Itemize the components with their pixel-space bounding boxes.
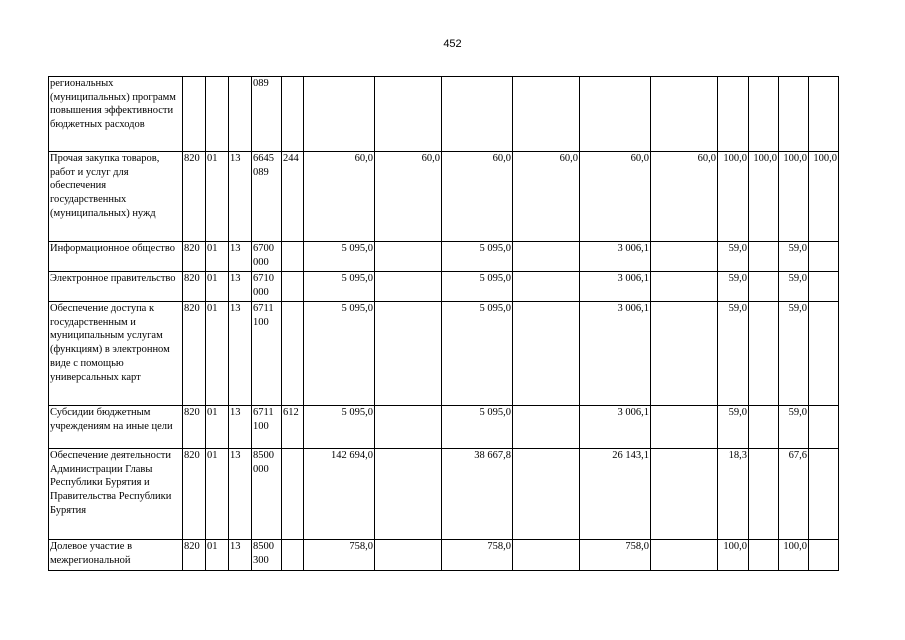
value-4: 60,0 xyxy=(513,152,580,242)
percent-1: 100,0 xyxy=(718,152,749,242)
percent-1: 100,0 xyxy=(718,540,749,571)
code-subsection: 13 xyxy=(229,152,252,242)
row-name: Субсидии бюджетным учреждениям на иные цели xyxy=(49,406,183,449)
percent-3: 100,0 xyxy=(779,540,809,571)
value-6 xyxy=(651,77,718,152)
table-row xyxy=(49,302,839,406)
code-target: 089 xyxy=(252,77,282,152)
value-2 xyxy=(375,302,442,406)
percent-1: 59,0 xyxy=(718,406,749,449)
code-gov xyxy=(183,77,206,152)
code-section: 01 xyxy=(206,302,229,406)
percent-3: 100,0 xyxy=(779,152,809,242)
percent-3: 59,0 xyxy=(779,272,809,302)
value-3 xyxy=(442,77,513,152)
value-5 xyxy=(580,77,651,152)
percent-2 xyxy=(749,302,779,406)
value-1: 142 694,0 xyxy=(304,449,375,540)
code-section: 01 xyxy=(206,540,229,571)
percent-4 xyxy=(809,449,839,540)
value-1: 5 095,0 xyxy=(304,242,375,272)
value-4 xyxy=(513,302,580,406)
value-4 xyxy=(513,272,580,302)
table-row xyxy=(49,77,839,152)
row-name: Прочая закупка товаров, работ и услуг для обеспечения государственных (муниципальных) нужд xyxy=(49,152,183,242)
value-4 xyxy=(513,242,580,272)
code-section: 01 xyxy=(206,242,229,272)
code-gov: 820 xyxy=(183,272,206,302)
code-expense-type: 244 xyxy=(282,152,304,242)
value-6 xyxy=(651,540,718,571)
table-row xyxy=(49,152,839,242)
code-section xyxy=(206,77,229,152)
row-name: Обеспечение доступа к государственным и муниципальным услугам (функциям) в электронном виде с помощью универсальных карт xyxy=(49,302,183,406)
code-expense-type xyxy=(282,302,304,406)
value-2 xyxy=(375,242,442,272)
row-name: Информационное общество xyxy=(49,242,183,272)
percent-2 xyxy=(749,242,779,272)
code-expense-type xyxy=(282,540,304,571)
code-gov: 820 xyxy=(183,449,206,540)
value-6 xyxy=(651,302,718,406)
code-target: 8500 300 xyxy=(252,540,282,571)
code-section: 01 xyxy=(206,449,229,540)
value-5: 758,0 xyxy=(580,540,651,571)
code-subsection: 13 xyxy=(229,406,252,449)
code-gov: 820 xyxy=(183,242,206,272)
percent-1: 18,3 xyxy=(718,449,749,540)
code-section: 01 xyxy=(206,406,229,449)
code-expense-type xyxy=(282,242,304,272)
code-target: 6645 089 xyxy=(252,152,282,242)
value-3: 5 095,0 xyxy=(442,272,513,302)
code-subsection: 13 xyxy=(229,242,252,272)
value-2: 60,0 xyxy=(375,152,442,242)
row-name: региональных (муниципальных) программ повышения эффективности бюджетных расходов xyxy=(49,77,183,152)
percent-3: 67,6 xyxy=(779,449,809,540)
value-4 xyxy=(513,449,580,540)
value-3: 5 095,0 xyxy=(442,302,513,406)
value-5: 3 006,1 xyxy=(580,242,651,272)
code-gov: 820 xyxy=(183,406,206,449)
code-subsection xyxy=(229,77,252,152)
value-4 xyxy=(513,540,580,571)
row-name: Обеспечение деятельности Администрации Главы Республики Бурятия и Правительства Республики Бурятия xyxy=(49,449,183,540)
row-name: Электронное правительство xyxy=(49,272,183,302)
percent-1: 59,0 xyxy=(718,272,749,302)
code-subsection: 13 xyxy=(229,540,252,571)
percent-2 xyxy=(749,540,779,571)
code-subsection: 13 xyxy=(229,272,252,302)
value-1 xyxy=(304,77,375,152)
value-2 xyxy=(375,540,442,571)
table-row xyxy=(49,242,839,272)
value-5: 3 006,1 xyxy=(580,272,651,302)
percent-3: 59,0 xyxy=(779,302,809,406)
value-3: 38 667,8 xyxy=(442,449,513,540)
code-target: 6710 000 xyxy=(252,272,282,302)
code-target: 6711 100 xyxy=(252,302,282,406)
value-6 xyxy=(651,272,718,302)
percent-2 xyxy=(749,77,779,152)
percent-4 xyxy=(809,406,839,449)
code-gov: 820 xyxy=(183,152,206,242)
table-row xyxy=(49,406,839,449)
value-6: 60,0 xyxy=(651,152,718,242)
table-row xyxy=(49,272,839,302)
percent-1 xyxy=(718,77,749,152)
percent-4 xyxy=(809,242,839,272)
value-4 xyxy=(513,406,580,449)
percent-2 xyxy=(749,449,779,540)
value-5: 3 006,1 xyxy=(580,302,651,406)
percent-3 xyxy=(779,77,809,152)
code-section: 01 xyxy=(206,152,229,242)
row-name: Долевое участие в межрегиональной xyxy=(49,540,183,571)
code-target: 8500 000 xyxy=(252,449,282,540)
value-1: 758,0 xyxy=(304,540,375,571)
table-row xyxy=(49,449,839,540)
code-expense-type xyxy=(282,449,304,540)
value-3: 758,0 xyxy=(442,540,513,571)
value-6 xyxy=(651,449,718,540)
value-5: 3 006,1 xyxy=(580,406,651,449)
value-3: 5 095,0 xyxy=(442,406,513,449)
value-4 xyxy=(513,77,580,152)
percent-1: 59,0 xyxy=(718,242,749,272)
percent-3: 59,0 xyxy=(779,406,809,449)
code-target: 6700 000 xyxy=(252,242,282,272)
value-5: 60,0 xyxy=(580,152,651,242)
page-number: 452 xyxy=(443,38,462,50)
code-subsection: 13 xyxy=(229,302,252,406)
percent-4 xyxy=(809,77,839,152)
value-2 xyxy=(375,406,442,449)
code-subsection: 13 xyxy=(229,449,252,540)
code-gov: 820 xyxy=(183,540,206,571)
percent-1: 59,0 xyxy=(718,302,749,406)
value-1: 5 095,0 xyxy=(304,272,375,302)
percent-4 xyxy=(809,540,839,571)
percent-4 xyxy=(809,272,839,302)
value-2 xyxy=(375,77,442,152)
percent-2 xyxy=(749,406,779,449)
percent-2 xyxy=(749,272,779,302)
value-2 xyxy=(375,272,442,302)
code-expense-type xyxy=(282,272,304,302)
code-section: 01 xyxy=(206,272,229,302)
percent-2: 100,0 xyxy=(749,152,779,242)
value-6 xyxy=(651,406,718,449)
budget-table xyxy=(48,76,839,571)
table-row xyxy=(49,540,839,571)
value-3: 5 095,0 xyxy=(442,242,513,272)
value-6 xyxy=(651,242,718,272)
value-1: 5 095,0 xyxy=(304,302,375,406)
percent-4: 100,0 xyxy=(809,152,839,242)
code-gov: 820 xyxy=(183,302,206,406)
value-1: 60,0 xyxy=(304,152,375,242)
percent-4 xyxy=(809,302,839,406)
percent-3: 59,0 xyxy=(779,242,809,272)
code-target: 6711 100 xyxy=(252,406,282,449)
value-3: 60,0 xyxy=(442,152,513,242)
code-expense-type xyxy=(282,77,304,152)
value-1: 5 095,0 xyxy=(304,406,375,449)
code-expense-type: 612 xyxy=(282,406,304,449)
value-2 xyxy=(375,449,442,540)
value-5: 26 143,1 xyxy=(580,449,651,540)
